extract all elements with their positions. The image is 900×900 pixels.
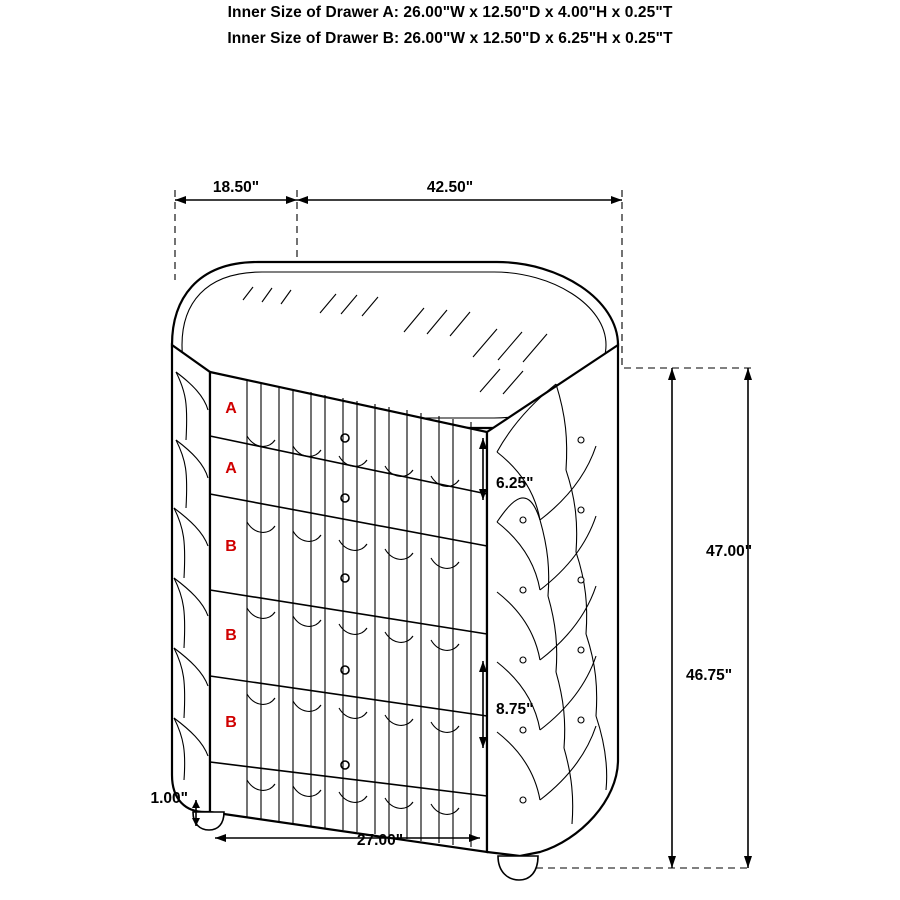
- dim-46-75-arrow-bottom: [744, 856, 752, 868]
- left-side-panel: [172, 345, 210, 812]
- spec-header-line-1: Inner Size of Drawer A: 26.00"W x 12.50"D x 4.00"H x 0.25"T: [227, 4, 673, 21]
- drawer-label-2: A: [225, 460, 237, 477]
- dim-18-50-arrow-left: [175, 196, 186, 204]
- dim-label-27-00: 27.00": [356, 832, 404, 849]
- dim-42-50-arrow-right: [611, 196, 622, 204]
- dim-42-50-arrow-left: [297, 196, 308, 204]
- drawer-label-4: B: [225, 627, 237, 644]
- spec-header-line-2: Inner Size of Drawer B: 26.00"W x 12.50"D x 6.25"H x 0.25"T: [227, 30, 673, 47]
- dimension-right-heights: [668, 368, 752, 868]
- dim-18-50-arrow-right: [286, 196, 297, 204]
- dim-label-47-00: 47.00": [706, 543, 753, 560]
- dresser-left-side: [172, 345, 210, 812]
- drawer-label-3: B: [225, 538, 237, 555]
- dim-label-18-50: 18.50": [212, 179, 260, 196]
- dimension-top-chain: [175, 179, 622, 204]
- dim-label-8-75: 8.75": [496, 701, 534, 718]
- dim-label-42-50: 42.50": [426, 179, 474, 196]
- dim-27-00-arrow-left: [215, 834, 226, 842]
- dim-label-1-00: 1.00": [150, 790, 188, 807]
- drawer-label-1: A: [225, 400, 237, 417]
- dim-label-46-75: 46.75": [686, 667, 733, 684]
- leg-right: [498, 856, 538, 880]
- dim-47-00-arrow-top: [668, 368, 676, 380]
- drawer-label-5: B: [225, 714, 237, 731]
- drawer-front-face: [210, 372, 487, 852]
- dresser-right-side: [487, 345, 618, 856]
- dim-46-75-arrow-top: [744, 368, 752, 380]
- dim-47-00-arrow-bottom: [668, 856, 676, 868]
- dim-label-6-25: 6.25": [496, 475, 534, 492]
